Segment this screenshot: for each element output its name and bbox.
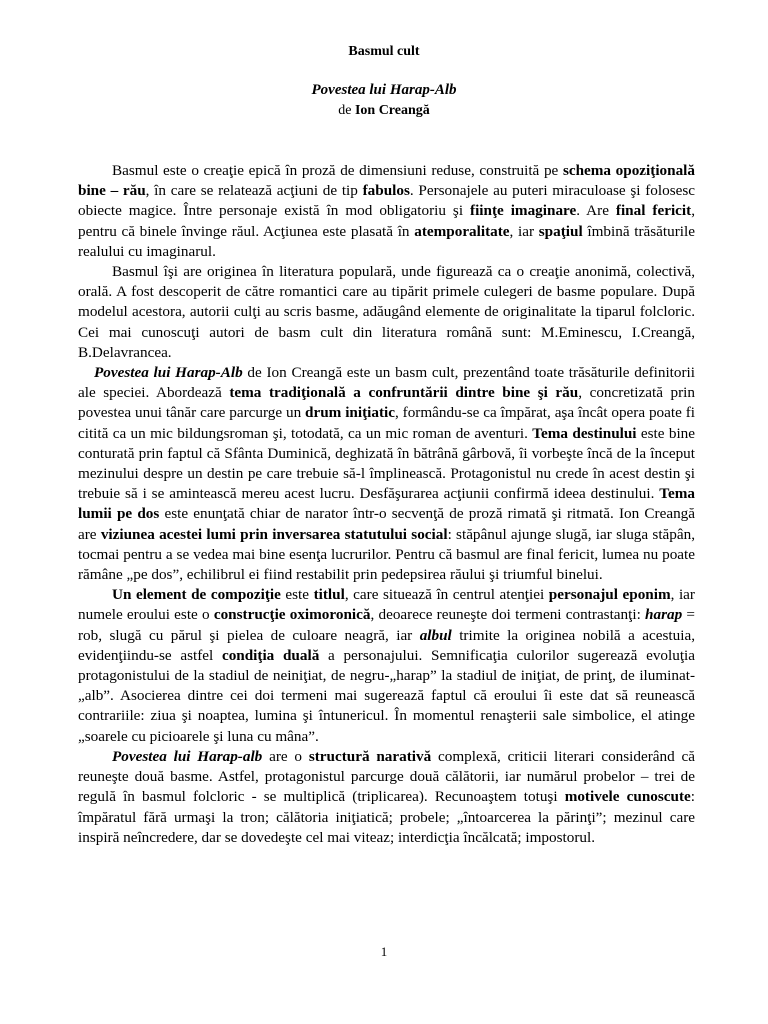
emphasized-text: final fericit — [615, 202, 692, 220]
emphasized-text: drum iniţiatic — [305, 404, 395, 422]
text-run: trimite la originea nobilă a acestuia, evidenţiindu-se astfel — [78, 626, 695, 664]
text-run: , care situează în centrul atenţiei — [344, 586, 549, 604]
paragraph — [78, 262, 695, 363]
paragraph — [78, 747, 695, 848]
text-run: , iar numele eroului este o — [78, 586, 695, 624]
emphasized-text: motivele cunoscute — [564, 788, 691, 806]
emphasized-text: Povestea lui Harap-alb — [112, 747, 263, 765]
text-run: , deoarece reuneşte doi termeni contrastanţi: — [370, 606, 646, 624]
emphasized-text: titlul — [313, 586, 345, 604]
text-run: . Personajele au puteri miraculoase şi folosesc obiecte magice. Între personaje există în mod obligatoriu şi — [78, 182, 696, 220]
text-run: de Ion Creangă este un basm cult, prezentând toate trăsăturile definitorii ale speciei. Abordează — [78, 364, 695, 402]
page-number: 1 — [380, 944, 388, 959]
text-run: Basmul este o creaţie epică în proză de dimensiuni reduse, construită pe — [112, 162, 563, 179]
text-run: , iar — [509, 222, 539, 240]
text-run: complexă, criticii literari considerând că reuneşte două basme. Astfel, protagonistul parcurge două călătorii, iar numărul probelor – trei de regulă în basmul folcloric - se multiplică (triplicarea). Recunoaştem totuşi — [78, 747, 695, 806]
emphasized-text: spaţiul — [538, 222, 583, 240]
paragraph — [78, 161, 695, 262]
emphasized-text: fabulos — [362, 182, 410, 200]
text-run: este enunţată chiar de narator într-o secvenţă de proză rimată şi ritmată. Ion Creangă are — [78, 505, 695, 543]
emphasized-text: structură narativă — [308, 747, 432, 765]
story-title: Povestea lui Harap-Alb — [311, 82, 457, 98]
author-line — [0, 103, 768, 119]
emphasized-text: Povestea lui Harap-Alb — [94, 364, 243, 382]
text-run: este — [280, 586, 314, 604]
emphasized-text: Tema lumii pe dos — [78, 485, 695, 523]
text-run: , formându-se ca împărat, aşa încât opera poate fi citită ca un mic bildungsroman şi, totodată, ca un mic roman de aventuri. — [78, 404, 695, 442]
text-run: Basmul îşi are originea în literatura populară, unde figurează ca o creaţie anonimă, colectivă, orală. A fost descoperit de către romantici care au tipărit primele culegeri de basme populare. După modelul acestora, autorii culţi au scris basme, adăugând elemente de originalitate la tiparul folcloric. Cei mai cunoscuţi autori de basm cult din literatura română sunt: M.Eminescu, I.Creangă, B.Delavrancea. — [78, 263, 695, 361]
text-run: : stăpânul ajunge slugă, iar sluga stăpân, tocmai pentru a se vedea mai bine esenţa lucrurilor. Pentru că basmul are final fericit, lumea nu poate rămâne „pe dos”, echilibrul ei fiind restabilit prin pedepsirea răului şi triumful binelui. — [78, 525, 696, 584]
emphasized-text: viziunea acestei lumi prin inversarea statutului social — [100, 525, 448, 543]
emphasized-text: Un element de compoziţie — [112, 586, 281, 604]
emphasized-text: atemporalitate — [414, 222, 510, 240]
emphasized-text: fiinţe imaginare — [470, 202, 577, 220]
document-title: Basmul cult — [348, 44, 420, 59]
text-run: , în care se relatează acţiuni de tip — [145, 182, 363, 200]
author-prefix: de — [338, 103, 352, 118]
emphasized-text: tema tradiţională a confruntării dintre bine şi rău — [229, 384, 579, 402]
text-run: , concretizată prin povestea unui tânăr care parcurge un — [78, 384, 695, 422]
text-run: , pentru că binele învinge răul. Acţiunea este plasată în — [78, 202, 695, 240]
emphasized-text: harap — [645, 606, 683, 624]
emphasized-text: condiţia duală — [221, 646, 320, 664]
emphasized-text: albul — [419, 626, 452, 644]
text-run: a personajului. Semnificaţia culorilor sugerează evoluţia protagonistului de la stadiul de neiniţiat, de negru-„harap” la stadiul de iniţiat, de prinţ, de iluminat-„alb”. Asocierea dintre cei doi termeni mai sugerează faptul că eroului îi este dat să reunească contrariile: ziua şi noaptea, lumina şi întunericul. În momentul renaşterii sale simbolice, el atinge „soarele cu picioarele şi luna cu mâna”. — [78, 646, 696, 745]
emphasized-text: schema opoziţională bine – rău — [78, 162, 695, 200]
text-run: : împăratul fără urmaşi la tron; călătoria iniţiatică; probele; „întoarcerea la părinţi”; mezinul care inspiră neîncredere, dar se dovedeşte cel mai viteaz; interdicţia încălcată; impostorul. — [78, 788, 695, 846]
emphasized-text: construcţie oximoronică — [213, 606, 371, 624]
text-run: are o — [262, 747, 309, 765]
text-run: este bine conturată prin faptul că Sfânta Duminică, deghizată în bătrână gârbovă, îi vorbeşte încă de la început mezinului despre un destin pe care trebuie să-l împlinească. Protagonistul nu crede în acest destin şi trebuie să i se amintească mereu acest lucru. Desfăşurarea acţiunii confirmă ideea destinului. — [78, 424, 695, 503]
text-run: îmbină trăsăturile realului cu imaginarul. — [78, 222, 695, 260]
text-run: = rob, slugă cu părul şi pielea de culoare neagră, iar — [78, 606, 695, 644]
paragraph — [78, 363, 695, 585]
paragraph — [78, 585, 695, 747]
emphasized-text: personajul eponim — [548, 586, 671, 604]
author-name: Ion Creangă — [354, 103, 430, 118]
emphasized-text: Tema destinului — [532, 424, 637, 442]
text-run: . Are — [576, 202, 616, 220]
document-body — [78, 161, 695, 848]
